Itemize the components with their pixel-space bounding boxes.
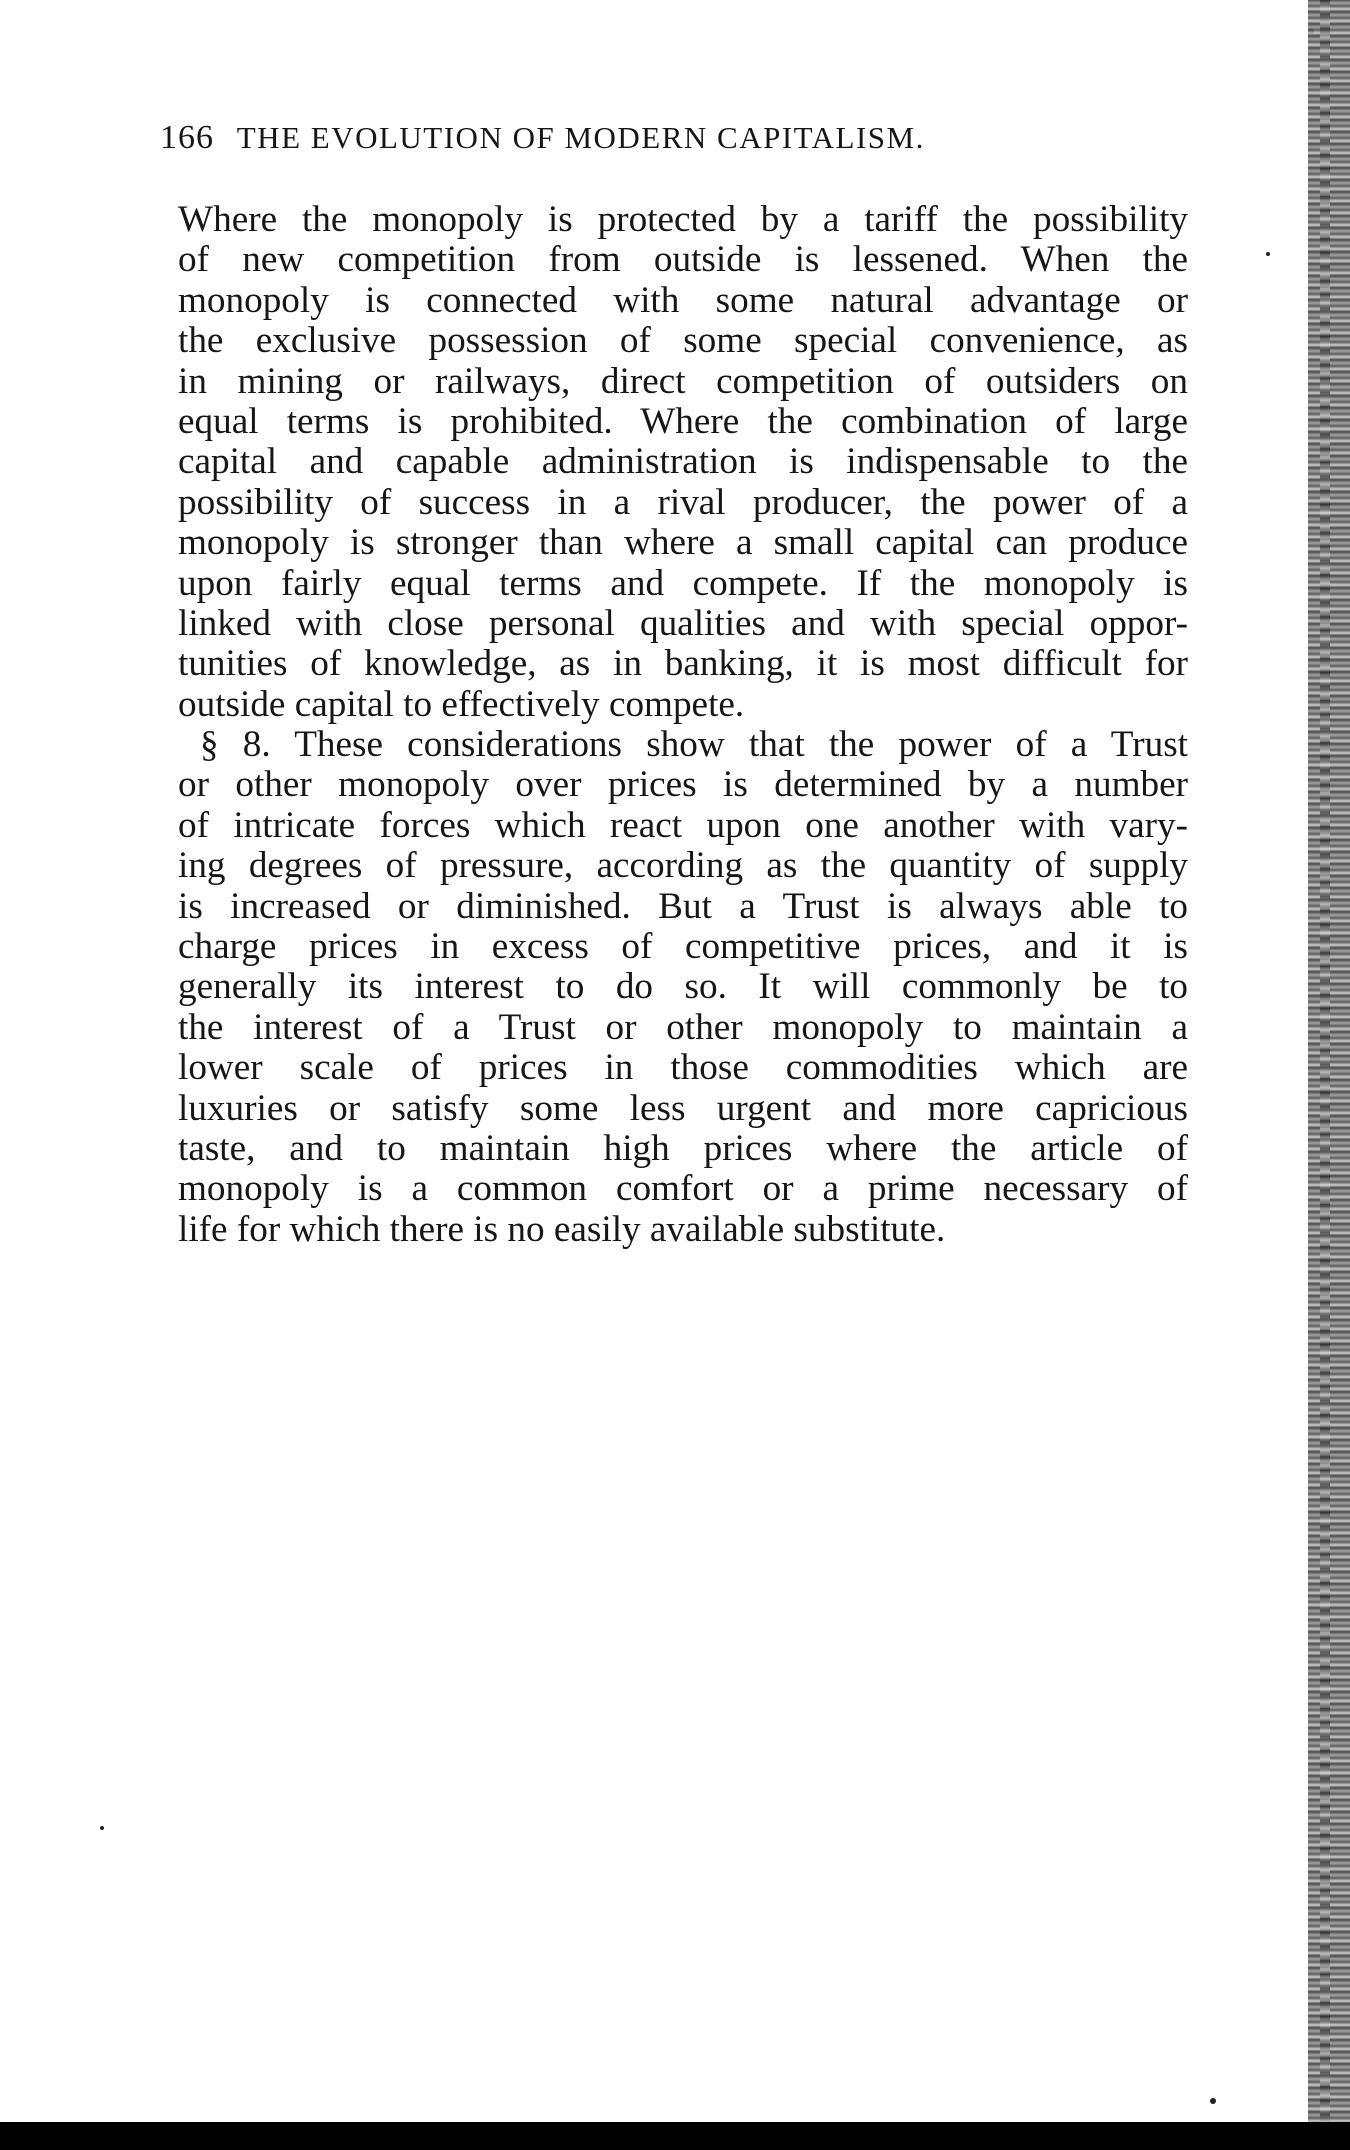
text-line: Where the monopoly is protected by a tariff the possibility xyxy=(178,199,1188,240)
running-head-title: THE EVOLUTION OF MODERN CAPITALISM. xyxy=(236,120,925,155)
running-head xyxy=(160,118,1150,158)
text-line: of new competition from outside is lessened. When the xyxy=(178,239,1188,281)
scan-bottom-border xyxy=(0,2122,1350,2150)
text-line: generally its interest to do so. It will commonly be to xyxy=(178,966,1188,1008)
scan-speck xyxy=(1266,252,1270,256)
text-line: the exclusive possession of some special convenience, as xyxy=(178,320,1188,362)
text-line: capital and capable administration is indispensable to the xyxy=(178,441,1188,483)
text-line: luxuries or satisfy some less urgent and more capricious xyxy=(178,1087,1188,1129)
scan-speck xyxy=(1210,2098,1216,2104)
section-start-line: § 8. These considerations show that the power of a Trust xyxy=(200,724,1188,766)
scan-speck xyxy=(100,1826,104,1830)
text-line: monopoly is stronger than where a small capital can produce xyxy=(178,522,1188,564)
text-line: monopoly is connected with some natural advantage or xyxy=(178,279,1188,321)
text-line: monopoly is a common comfort or a prime necessary of xyxy=(178,1168,1188,1210)
text-line: equal terms is prohibited. Where the combination of large xyxy=(178,400,1188,442)
page-number: 166 xyxy=(160,119,214,156)
text-line: tunities of knowledge, as in banking, it is most difficult for xyxy=(178,643,1188,685)
text-line: taste, and to maintain high prices where the article of xyxy=(178,1127,1188,1169)
text-line: outside capital to effectively compete. xyxy=(178,683,745,725)
text-line: is increased or diminished. But a Trust is always able to xyxy=(178,885,1188,927)
text-line: of intricate forces which react upon one another with vary- xyxy=(178,804,1188,846)
scan-page-edge-shadow xyxy=(1320,0,1330,2150)
text-line: in mining or railways, direct competition of outsiders on xyxy=(178,360,1188,402)
body-text xyxy=(178,200,1188,1250)
text-line: linked with close personal qualities and with special oppor- xyxy=(178,602,1188,644)
text-line: the interest of a Trust or other monopoly to maintain a xyxy=(178,1006,1188,1048)
text-line: ing degrees of pressure, according as the quantity of supply xyxy=(178,845,1188,887)
text-line: possibility of success in a rival producer, the power of a xyxy=(178,481,1188,523)
text-line: life for which there is no easily available substitute. xyxy=(178,1208,946,1250)
text-line: or other monopoly over prices is determined by a number xyxy=(178,764,1188,806)
text-line: lower scale of prices in those commodities which are xyxy=(178,1047,1188,1089)
text-line: charge prices in excess of competitive prices, and it is xyxy=(178,926,1188,968)
text-line: upon fairly equal terms and compete. If the monopoly is xyxy=(178,562,1188,604)
